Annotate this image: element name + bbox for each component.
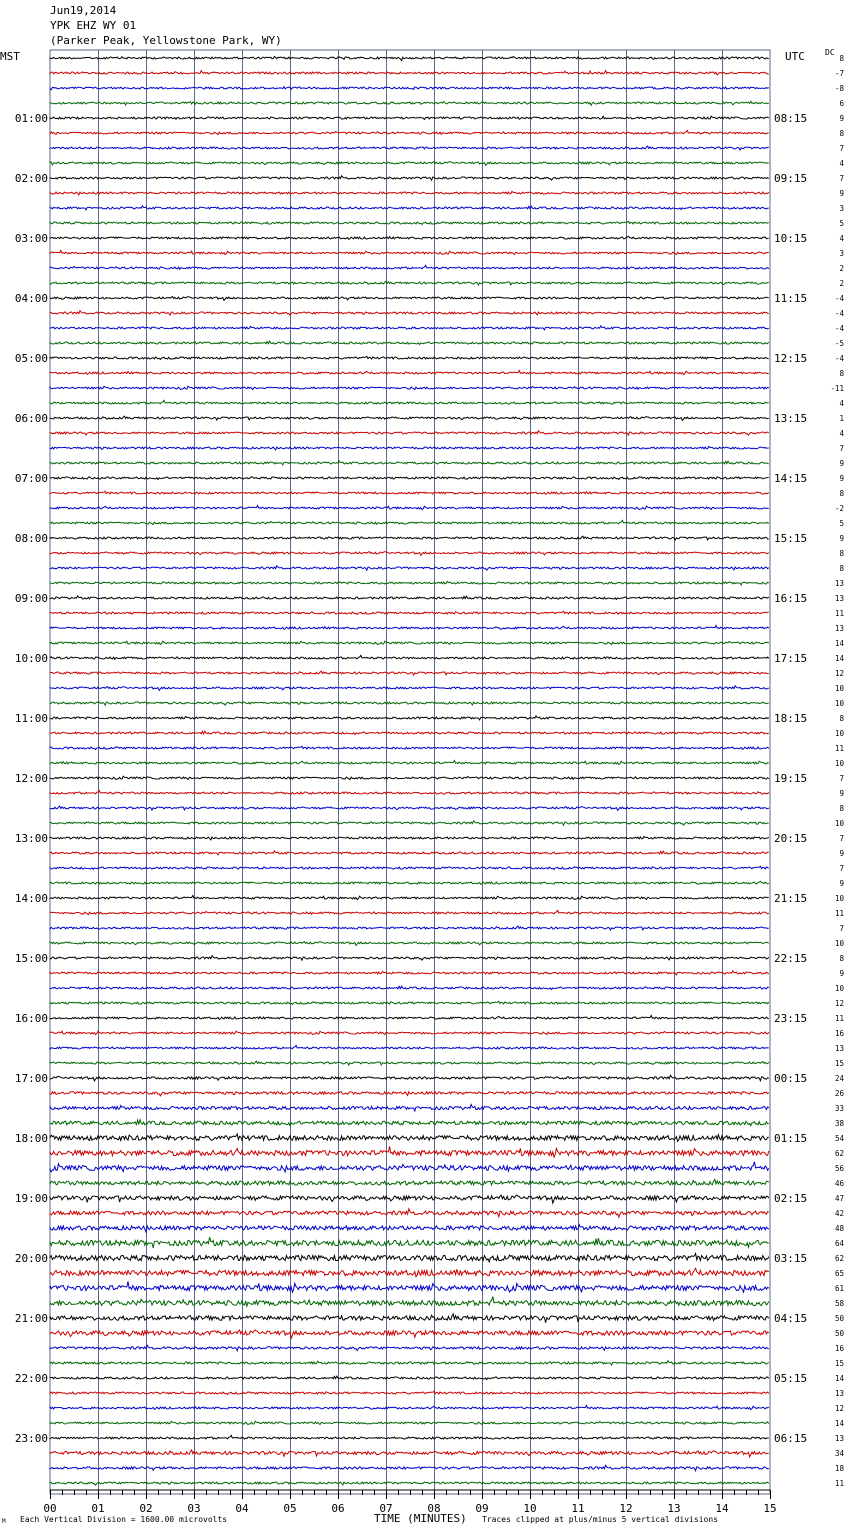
x-tick-label: 09 — [475, 1502, 489, 1515]
dc-offset-value: 62 — [834, 1149, 844, 1158]
dc-offset-value: 46 — [834, 1179, 844, 1188]
trace-line — [50, 821, 769, 825]
dc-offset-value: -4 — [834, 294, 844, 303]
dc-offset-value: 1 — [839, 414, 844, 423]
trace-line — [50, 386, 769, 389]
right-timezone-label: UTC — [785, 50, 805, 63]
left-hour-label: 11:00 — [14, 712, 48, 725]
trace-line — [50, 790, 769, 794]
vertical-scale-note: Each Vertical Division = 1600.00 microvolts — [20, 1515, 228, 1524]
trace-line — [50, 881, 769, 884]
trace-line — [50, 851, 769, 855]
trace-line — [50, 836, 769, 840]
trace-line — [50, 221, 769, 224]
trace-line — [50, 1361, 769, 1365]
dc-offset-value: 9 — [839, 534, 844, 543]
dc-offset-value: 12 — [834, 1404, 844, 1413]
trace-line — [50, 1421, 769, 1424]
trace-line — [50, 671, 769, 675]
trace-line — [50, 895, 769, 899]
dc-offset-value: 10 — [834, 939, 844, 948]
dc-offset-value: 15 — [834, 1359, 844, 1368]
x-tick-label: 10 — [523, 1502, 537, 1515]
trace-line — [50, 326, 769, 330]
dc-offset-value: 7 — [839, 444, 844, 453]
trace-line — [50, 986, 769, 989]
dc-offset-value: 8 — [839, 564, 844, 573]
dc-offset-value: -4 — [834, 354, 844, 363]
trace-line — [50, 101, 769, 105]
left-hour-label: 17:00 — [14, 1072, 48, 1085]
dc-offset-value: 8 — [839, 954, 844, 963]
dc-offset-value: 9 — [839, 879, 844, 888]
trace-line — [50, 400, 769, 404]
right-hour-label: 20:15 — [774, 832, 808, 845]
right-hour-label: 18:15 — [774, 712, 808, 725]
trace-line — [50, 760, 769, 764]
trace-line — [50, 611, 769, 614]
plot-frame — [50, 50, 770, 1494]
dc-offset-value: 3 — [839, 249, 844, 258]
trace-line — [50, 1031, 769, 1034]
x-tick-label: 01 — [91, 1502, 105, 1515]
trace-line — [50, 356, 769, 359]
trace-line — [50, 716, 769, 720]
dc-offset-value: 24 — [834, 1074, 844, 1083]
dc-offset-value: 14 — [834, 1419, 844, 1428]
dc-offset-value: 62 — [834, 1254, 844, 1263]
trace-line — [50, 1195, 769, 1203]
dc-offset-value: 5 — [839, 519, 844, 528]
dc-offset-value: 8 — [839, 369, 844, 378]
left-hour-label: 03:00 — [14, 232, 48, 245]
trace-line — [50, 162, 769, 166]
right-hour-label: 12:15 — [774, 352, 808, 365]
left-timezone-label: MST — [0, 50, 20, 63]
dc-offset-value: 10 — [834, 894, 844, 903]
trace-line — [50, 1061, 769, 1065]
right-hour-label: 05:15 — [774, 1372, 808, 1385]
x-tick-label: 04 — [235, 1502, 249, 1515]
dc-offset-value: 9 — [839, 789, 844, 798]
dc-offset-value: 54 — [834, 1134, 844, 1143]
dc-offset-value: 10 — [834, 759, 844, 768]
left-hour-label: 07:00 — [14, 472, 48, 485]
dc-offset-value: -4 — [834, 309, 844, 318]
trace-line — [50, 971, 769, 975]
dc-offset-value: 11 — [834, 1479, 844, 1488]
dc-offset-value: 50 — [834, 1329, 844, 1338]
trace-line — [50, 1162, 769, 1172]
trace-line — [50, 416, 769, 420]
trace-layer — [50, 56, 769, 1485]
dc-offset-value: 50 — [834, 1314, 844, 1323]
dc-offset-value: 8 — [839, 714, 844, 723]
trace-line — [50, 116, 769, 119]
dc-offset-value: 2 — [839, 264, 844, 273]
dc-offset-value: 48 — [834, 1224, 844, 1233]
dc-offset-value: 11 — [834, 909, 844, 918]
dc-offset-value: 9 — [839, 189, 844, 198]
dc-offset-value: 5 — [839, 219, 844, 228]
x-tick-label: 15 — [763, 1502, 777, 1515]
dc-offset-value: 14 — [834, 639, 844, 648]
dc-offset-value: 7 — [839, 774, 844, 783]
x-axis-title: TIME (MINUTES) — [374, 1512, 467, 1525]
trace-line — [50, 926, 769, 930]
dc-offset-value: 10 — [834, 729, 844, 738]
right-hour-label: 02:15 — [774, 1192, 808, 1205]
dc-offset-value: 11 — [834, 1014, 844, 1023]
trace-line — [50, 1045, 769, 1049]
dc-offset-value: 8 — [839, 549, 844, 558]
trace-line — [50, 866, 769, 869]
trace-line — [50, 625, 769, 629]
dc-offset-value: 9 — [839, 474, 844, 483]
dc-offset-value: 16 — [834, 1344, 844, 1353]
dc-offset-value: 7 — [839, 924, 844, 933]
trace-line — [50, 1001, 769, 1004]
x-tick-label: 13 — [667, 1502, 681, 1515]
dc-offset-value: -4 — [834, 324, 844, 333]
dc-offset-value: -2 — [834, 504, 844, 513]
trace-line — [50, 87, 769, 90]
right-hour-label: 06:15 — [774, 1432, 808, 1445]
dc-offset-value: 14 — [834, 654, 844, 663]
trace-line — [50, 1314, 769, 1323]
trace-line — [50, 806, 769, 810]
right-hour-label: 10:15 — [774, 232, 808, 245]
dc-offset-value: -8 — [834, 84, 844, 93]
left-hour-label: 05:00 — [14, 352, 48, 365]
trace-line — [50, 1015, 769, 1019]
dc-offset-value: 65 — [834, 1269, 844, 1278]
trace-line — [50, 1450, 769, 1457]
dc-offset-value: 58 — [834, 1299, 844, 1308]
dc-offset-value: 3 — [839, 204, 844, 213]
dc-offset-value: 10 — [834, 699, 844, 708]
trace-line — [50, 1120, 769, 1126]
right-hour-label: 21:15 — [774, 892, 808, 905]
left-hour-label: 22:00 — [14, 1372, 48, 1385]
trace-line — [50, 176, 769, 180]
dc-offset-value: 34 — [834, 1449, 844, 1458]
left-hour-label: 16:00 — [14, 1012, 48, 1025]
dc-offset-value: 8 — [839, 54, 844, 63]
trace-line — [50, 71, 769, 75]
dc-offset-value: 64 — [834, 1239, 844, 1248]
plot-date: Jun19,2014 — [50, 4, 117, 17]
dc-offset-value: 4 — [839, 234, 844, 243]
trace-line — [50, 1105, 769, 1111]
left-hour-label: 20:00 — [14, 1252, 48, 1265]
trace-line — [50, 477, 769, 480]
left-hour-label: 15:00 — [14, 952, 48, 965]
dc-offset-value: 13 — [834, 1044, 844, 1053]
right-hour-label: 15:15 — [774, 532, 808, 545]
trace-line — [50, 431, 769, 435]
trace-line — [50, 1237, 769, 1248]
right-hour-label: 23:15 — [774, 1012, 808, 1025]
dc-offset-value: 10 — [834, 819, 844, 828]
trace-line — [50, 655, 769, 659]
trace-line — [50, 1146, 769, 1157]
station-location: (Parker Peak, Yellowstone Park, WY) — [50, 34, 282, 47]
trace-line — [50, 910, 769, 914]
trace-line — [50, 505, 769, 509]
trace-line — [50, 461, 769, 465]
left-hour-label: 13:00 — [14, 832, 48, 845]
right-hour-label: 17:15 — [774, 652, 808, 665]
dc-offset-value: 13 — [834, 624, 844, 633]
trace-line — [50, 746, 769, 749]
trace-line — [50, 1435, 769, 1439]
dc-offset-value: 4 — [839, 159, 844, 168]
left-hour-label: 21:00 — [14, 1312, 48, 1325]
dc-offset-value: 33 — [834, 1104, 844, 1113]
dc-offset-value: 8 — [839, 129, 844, 138]
corner-mark: M — [2, 1518, 6, 1525]
trace-line — [50, 1297, 769, 1307]
dc-offset-value: 10 — [834, 984, 844, 993]
trace-line — [50, 206, 769, 210]
trace-line — [50, 56, 769, 60]
dc-offset-value: 4 — [839, 429, 844, 438]
dc-offset-value: 4 — [839, 399, 844, 408]
trace-line — [50, 1391, 769, 1394]
right-hour-label: 08:15 — [774, 112, 808, 125]
trace-line — [50, 446, 769, 450]
trace-line — [50, 1225, 769, 1232]
dc-offset-value: 7 — [839, 174, 844, 183]
left-hour-label: 18:00 — [14, 1132, 48, 1145]
x-tick-label: 12 — [619, 1502, 633, 1515]
label-layer — [15, 54, 845, 1515]
dc-offset-value: 9 — [839, 849, 844, 858]
left-hour-label: 08:00 — [14, 532, 48, 545]
trace-line — [50, 1330, 769, 1338]
trace-line — [50, 341, 769, 344]
trace-line — [50, 566, 769, 570]
dc-offset-value: -5 — [834, 339, 844, 348]
dc-offset-value: 9 — [839, 114, 844, 123]
trace-line — [50, 686, 769, 691]
x-tick-label: 11 — [571, 1502, 585, 1515]
trace-line — [50, 520, 769, 524]
trace-line — [50, 581, 769, 584]
left-hour-label: 23:00 — [14, 1432, 48, 1445]
trace-line — [50, 146, 769, 150]
dc-offset-value: 12 — [834, 999, 844, 1008]
dc-offset-value: 8 — [839, 804, 844, 813]
trace-line — [50, 1281, 769, 1292]
right-hour-label: 16:15 — [774, 592, 808, 605]
dc-offset-header: DC — [825, 48, 835, 57]
trace-line — [50, 776, 769, 779]
dc-offset-value: 11 — [834, 609, 844, 618]
dc-offset-value: 13 — [834, 1389, 844, 1398]
x-tick-label: 14 — [715, 1502, 729, 1515]
trace-line — [50, 191, 769, 195]
trace-line — [50, 1405, 769, 1409]
trace-line — [50, 236, 769, 239]
dc-offset-value: -11 — [830, 384, 844, 393]
trace-line — [50, 1376, 769, 1379]
dc-offset-value: -7 — [834, 69, 844, 78]
trace-line — [50, 370, 769, 374]
dc-offset-value: 42 — [834, 1209, 844, 1218]
trace-line — [50, 491, 769, 494]
dc-offset-value: 13 — [834, 1434, 844, 1443]
x-tick-label: 08 — [427, 1502, 441, 1515]
left-hour-label: 01:00 — [14, 112, 48, 125]
dc-offset-value: 16 — [834, 1029, 844, 1038]
dc-offset-value: 11 — [834, 744, 844, 753]
x-tick-label: 02 — [139, 1502, 153, 1515]
trace-line — [50, 1092, 769, 1096]
trace-line — [50, 1482, 769, 1485]
x-tick-label: 06 — [331, 1502, 345, 1515]
right-hour-label: 22:15 — [774, 952, 808, 965]
left-hour-label: 10:00 — [14, 652, 48, 665]
station-code: YPK EHZ WY 01 — [50, 19, 137, 32]
left-hour-label: 02:00 — [14, 172, 48, 185]
trace-line — [50, 536, 769, 540]
trace-line — [50, 130, 769, 134]
dc-offset-value: 56 — [834, 1164, 844, 1173]
right-hour-label: 00:15 — [774, 1072, 808, 1085]
left-hour-label: 19:00 — [14, 1192, 48, 1205]
dc-offset-value: 61 — [834, 1284, 844, 1293]
dc-offset-value: 13 — [834, 594, 844, 603]
trace-line — [50, 956, 769, 960]
left-hour-label: 09:00 — [14, 592, 48, 605]
trace-line — [50, 731, 769, 734]
x-tick-label: 05 — [283, 1502, 297, 1515]
trace-line — [50, 297, 769, 301]
trace-line — [50, 311, 769, 315]
right-hour-label: 19:15 — [774, 772, 808, 785]
dc-offset-value: 6 — [839, 99, 844, 108]
dc-offset-value: 15 — [834, 1059, 844, 1068]
dc-offset-value: 7 — [839, 144, 844, 153]
trace-line — [50, 1179, 769, 1185]
dc-offset-value: 14 — [834, 1374, 844, 1383]
trace-line — [50, 702, 769, 705]
dc-offset-value: 9 — [839, 969, 844, 978]
dc-offset-value: 18 — [834, 1464, 844, 1473]
trace-line — [50, 1134, 769, 1141]
right-hour-label: 13:15 — [774, 412, 808, 425]
dc-offset-value: 38 — [834, 1119, 844, 1128]
trace-line — [50, 552, 769, 556]
dc-offset-value: 7 — [839, 834, 844, 843]
trace-line — [50, 265, 769, 269]
left-hour-label: 14:00 — [14, 892, 48, 905]
grid-layer — [50, 50, 770, 1494]
right-hour-label: 11:15 — [774, 292, 808, 305]
trace-line — [50, 596, 769, 600]
left-hour-label: 04:00 — [14, 292, 48, 305]
dc-offset-value: 47 — [834, 1194, 844, 1203]
x-tick-label: 03 — [187, 1502, 201, 1515]
trace-line — [50, 281, 769, 285]
trace-line — [50, 1345, 769, 1350]
dc-offset-value: 8 — [839, 489, 844, 498]
clip-note: Traces clipped at plus/minus 5 vertical divisions — [482, 1515, 719, 1524]
dc-offset-value: 10 — [834, 684, 844, 693]
dc-offset-value: 26 — [834, 1089, 844, 1098]
trace-line — [50, 1254, 769, 1262]
left-hour-label: 12:00 — [14, 772, 48, 785]
trace-line — [50, 942, 769, 946]
left-hour-label: 06:00 — [14, 412, 48, 425]
right-hour-label: 03:15 — [774, 1252, 808, 1265]
dc-offset-value: 7 — [839, 864, 844, 873]
right-hour-label: 14:15 — [774, 472, 808, 485]
x-tick-label: 00 — [43, 1502, 57, 1515]
trace-line — [50, 641, 769, 644]
dc-offset-value: 13 — [834, 579, 844, 588]
trace-line — [50, 1268, 769, 1276]
right-hour-label: 01:15 — [774, 1132, 808, 1145]
dc-offset-value: 12 — [834, 669, 844, 678]
dc-offset-value: 2 — [839, 279, 844, 288]
trace-line — [50, 1209, 769, 1217]
trace-line — [50, 1075, 769, 1081]
dc-offset-value: 9 — [839, 459, 844, 468]
x-tick-label: 07 — [379, 1502, 393, 1515]
trace-line — [50, 1465, 769, 1470]
right-hour-label: 04:15 — [774, 1312, 808, 1325]
trace-line — [50, 250, 769, 254]
right-hour-label: 09:15 — [774, 172, 808, 185]
